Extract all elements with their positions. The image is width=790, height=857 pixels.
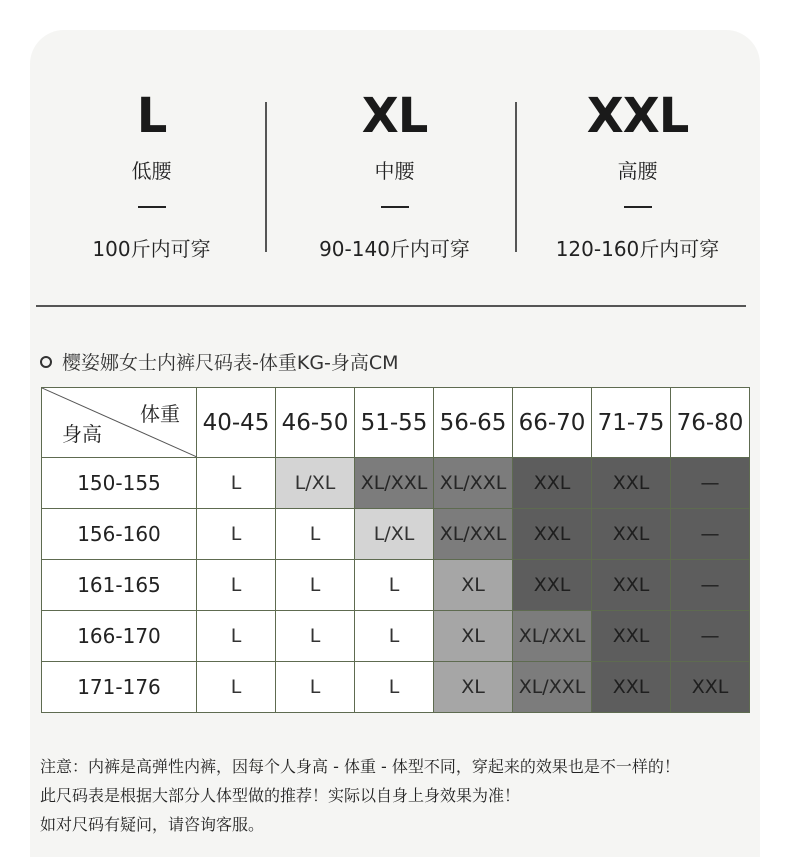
weight-range: 90-140斤内可穿: [319, 237, 470, 261]
notes: [40, 752, 680, 839]
table-cell: L: [276, 560, 355, 611]
size-chart-title-text: 樱姿娜女士内裤尺码表-体重KG-身高CM: [62, 352, 399, 374]
section-divider: [36, 305, 746, 307]
table-cell: L: [276, 611, 355, 662]
row-header: 150-155: [42, 458, 197, 509]
table-row: [42, 611, 750, 662]
table-cell: XL/XXL: [355, 458, 434, 509]
size-chart-table: [41, 387, 750, 713]
table-row: [42, 560, 750, 611]
table-cell: XL: [434, 662, 513, 713]
row-header: 161-165: [42, 560, 197, 611]
size-column-l: [30, 60, 273, 262]
column-divider: [265, 102, 267, 252]
column-header: 71-75: [592, 388, 671, 458]
dash-divider: [624, 206, 652, 208]
table-cell: L: [355, 560, 434, 611]
table-cell: —: [671, 509, 750, 560]
table-cell: XL: [434, 611, 513, 662]
column-header: 46-50: [276, 388, 355, 458]
weight-range: 100斤内可穿: [92, 237, 211, 261]
row-header: 166-170: [42, 611, 197, 662]
table-cell: XXL: [592, 509, 671, 560]
table-cell: XXL: [592, 560, 671, 611]
size-letter: XL: [361, 88, 428, 144]
table-cell: L: [276, 509, 355, 560]
table-cell: —: [671, 611, 750, 662]
table-cell: XL/XXL: [434, 509, 513, 560]
table-cell: XXL: [513, 509, 592, 560]
size-letter: L: [136, 88, 167, 144]
table-cell: XL/XXL: [434, 458, 513, 509]
dash-divider: [381, 206, 409, 208]
note-line: 注意：内裤是高弹性内裤，因每个人身高 - 体重 - 体型不同，穿起来的效果也是不一样的！: [40, 757, 680, 776]
table-cell: L/XL: [276, 458, 355, 509]
table-cell: L/XL: [355, 509, 434, 560]
table-cell: L: [197, 611, 276, 662]
table-cell: XXL: [592, 611, 671, 662]
table-cell: L: [197, 509, 276, 560]
table-cell: L: [355, 662, 434, 713]
waist-type: 高腰: [617, 159, 658, 183]
height-axis-label: 身高: [62, 422, 102, 446]
table-cell: —: [671, 458, 750, 509]
size-summary: [30, 60, 760, 300]
table-cell: L: [197, 662, 276, 713]
column-header: 66-70: [513, 388, 592, 458]
column-header: 40-45: [197, 388, 276, 458]
column-header: 76-80: [671, 388, 750, 458]
table-cell: XXL: [671, 662, 750, 713]
table-row: [42, 662, 750, 713]
table-cell: XXL: [592, 458, 671, 509]
size-chart-title: [40, 350, 399, 376]
size-letter: XXL: [586, 88, 689, 144]
row-header: 171-176: [42, 662, 197, 713]
column-header: 51-55: [355, 388, 434, 458]
table-row: [42, 458, 750, 509]
waist-type: 低腰: [131, 159, 172, 183]
table-cell: XL: [434, 560, 513, 611]
size-column-xl: [273, 60, 516, 262]
weight-axis-label: 体重: [140, 402, 180, 426]
table-cell: XXL: [513, 560, 592, 611]
table-cell: L: [355, 611, 434, 662]
table-cell: XL/XXL: [513, 611, 592, 662]
size-column-xxl: [516, 60, 759, 262]
column-header: 56-65: [434, 388, 513, 458]
row-header: 156-160: [42, 509, 197, 560]
table-cell: L: [197, 560, 276, 611]
note-line: 如对尺码有疑问，请咨询客服。: [40, 815, 265, 834]
table-cell: L: [276, 662, 355, 713]
dash-divider: [138, 206, 166, 208]
corner-cell: [42, 388, 197, 458]
column-divider: [515, 102, 517, 252]
table-cell: XXL: [513, 458, 592, 509]
weight-range: 120-160斤内可穿: [555, 237, 720, 261]
table-cell: XL/XXL: [513, 662, 592, 713]
waist-type: 中腰: [374, 159, 415, 183]
note-line: 此尺码表是根据大部分人体型做的推荐！实际以自身上身效果为准！: [40, 786, 521, 805]
table-row: [42, 509, 750, 560]
bullet-circle-icon: [40, 356, 52, 368]
table-cell: —: [671, 560, 750, 611]
table-cell: L: [197, 458, 276, 509]
table-header-row: [42, 388, 750, 458]
table-cell: XXL: [592, 662, 671, 713]
